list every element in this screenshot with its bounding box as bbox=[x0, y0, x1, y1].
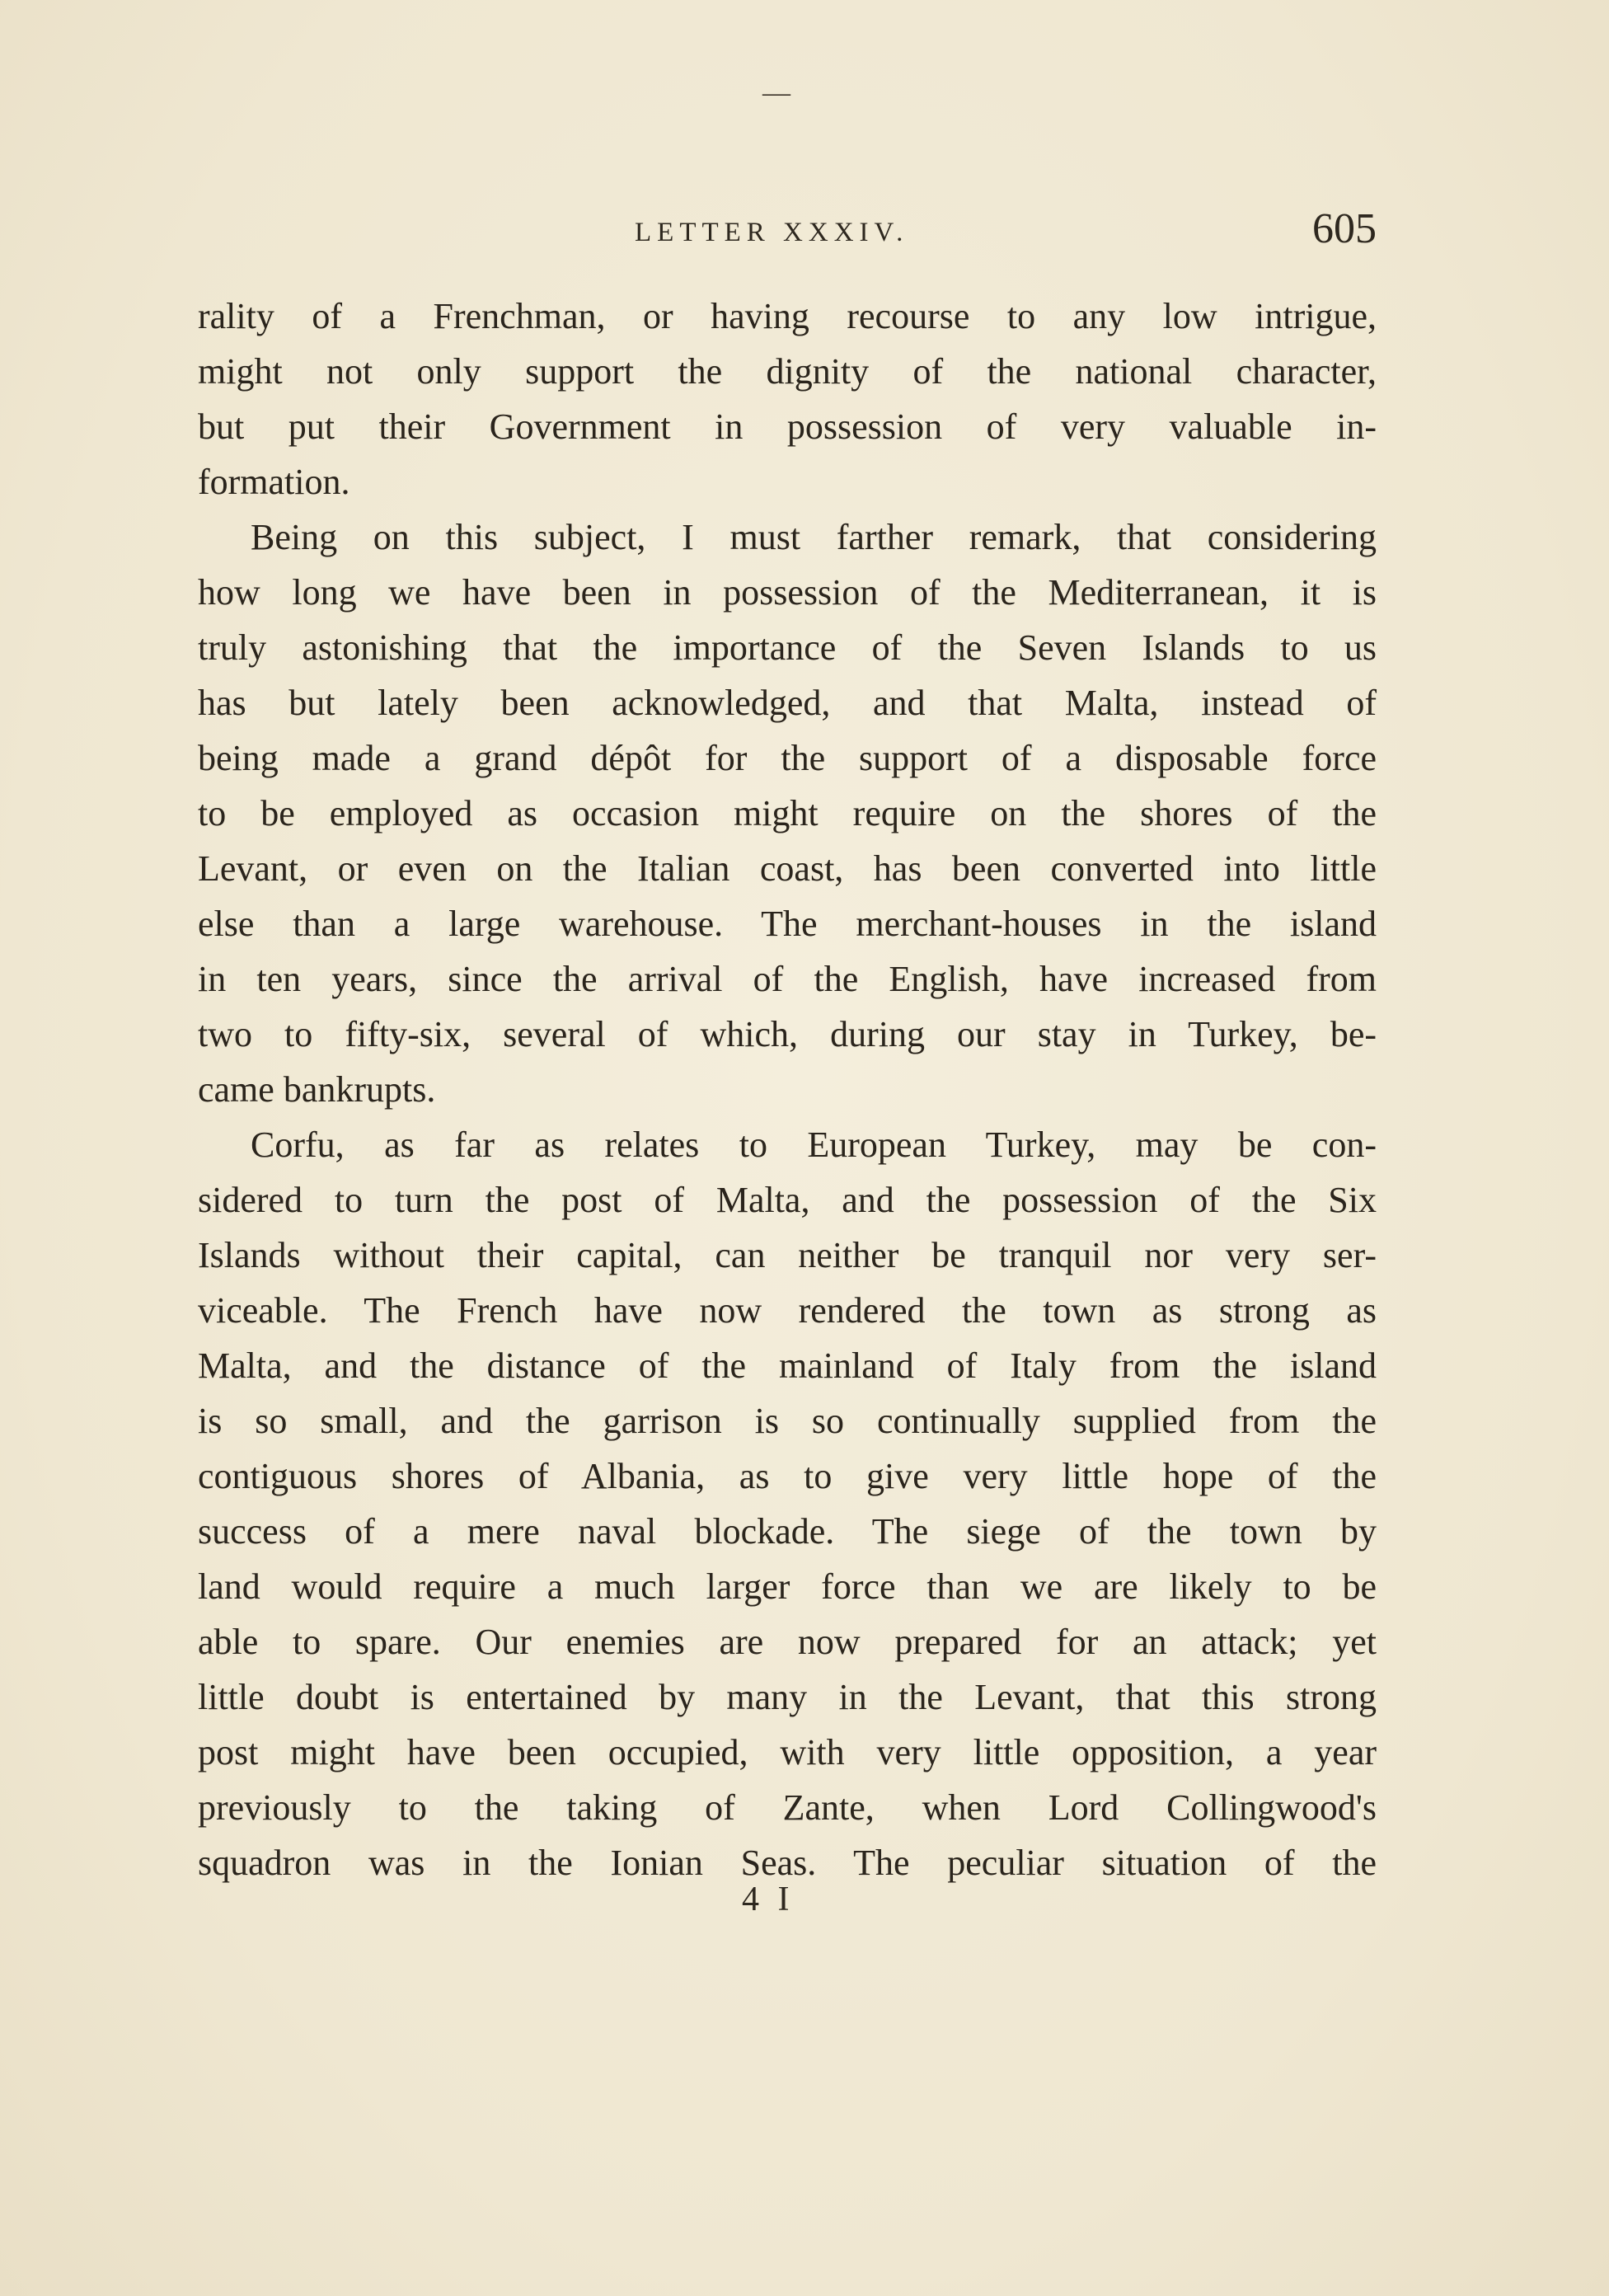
text-line: viceable. The French have now rendered the town as strong as bbox=[198, 1290, 1377, 1331]
text-line: little doubt is entertained by many in the Levant, that this strong bbox=[198, 1677, 1377, 1717]
text-line: sidered to turn the post of Malta, and the possession of the Six bbox=[198, 1180, 1377, 1220]
page-header bbox=[198, 204, 1377, 254]
signature-mark: 4 I bbox=[742, 1880, 795, 1918]
text-line: land would require a much larger force than we are likely to be bbox=[198, 1566, 1377, 1607]
text-line: squadron was in the Ionian Seas. The peculiar situation of the bbox=[198, 1843, 1377, 1883]
text-line: formation. bbox=[198, 462, 350, 502]
text-line: success of a mere naval blockade. The siege of the town by bbox=[198, 1511, 1377, 1552]
text-line: truly astonishing that the importance of the Seven Islands to us bbox=[198, 627, 1377, 668]
text-line: previously to the taking of Zante, when Lord Collingwood's bbox=[198, 1787, 1377, 1828]
text-line: might not only support the dignity of the national character, bbox=[198, 351, 1377, 392]
text-line: to be employed as occasion might require on the shores of the bbox=[198, 793, 1377, 833]
text-line: Levant, or even on the Italian coast, has been converted into little bbox=[198, 848, 1377, 889]
text-line: is so small, and the garrison is so continually supplied from the bbox=[198, 1401, 1377, 1441]
text-line: in ten years, since the arrival of the English, have increased from bbox=[198, 959, 1377, 999]
text-line: rality of a Frenchman, or having recourse to any low intrigue, bbox=[198, 296, 1377, 336]
text-line: but put their Government in possession of very valuable in- bbox=[198, 406, 1377, 447]
text-line: Being on this subject, I must farther remark, that considering bbox=[251, 517, 1377, 557]
text-line: being made a grand dépôt for the support of a disposable force bbox=[198, 738, 1377, 778]
running-head: LETTER XXXIV. bbox=[635, 218, 909, 247]
text-line: how long we have been in possession of the Mediterranean, it is bbox=[198, 572, 1377, 613]
text-line: has but lately been acknowledged, and that Malta, instead of bbox=[198, 683, 1377, 723]
text-line: Malta, and the distance of the mainland of Italy from the island bbox=[198, 1345, 1377, 1386]
text-line: able to spare. Our enemies are now prepared for an attack; yet bbox=[198, 1622, 1377, 1662]
body-text bbox=[198, 289, 1377, 1890]
text-line: came bankrupts. bbox=[198, 1069, 436, 1110]
text-line: contiguous shores of Albania, as to give very little hope of the bbox=[198, 1456, 1377, 1496]
text-line: Corfu, as far as relates to European Turkey, may be con- bbox=[251, 1125, 1377, 1165]
text-line: Islands without their capital, can neither be tranquil nor very ser- bbox=[198, 1235, 1377, 1275]
text-line: post might have been occupied, with very little opposition, a year bbox=[198, 1732, 1377, 1772]
text-line: else than a large warehouse. The merchant-houses in the island bbox=[198, 904, 1377, 944]
text-line: two to fifty-six, several of which, during our stay in Turkey, be- bbox=[198, 1014, 1377, 1054]
top-mark: — bbox=[762, 77, 790, 108]
page-number: 605 bbox=[1312, 205, 1377, 252]
